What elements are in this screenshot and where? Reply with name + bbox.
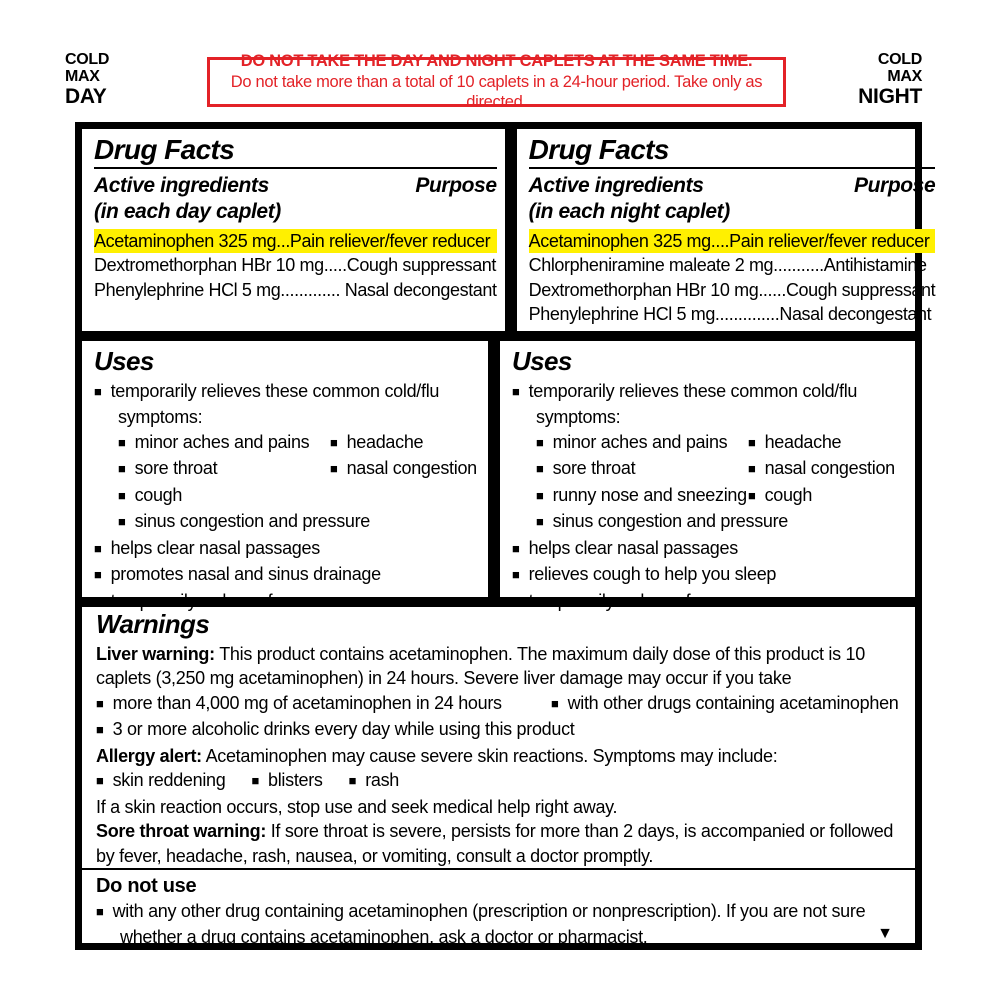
allergy-bullets-row [96,768,901,795]
drug-facts-title-night: Drug Facts [528,134,669,165]
purpose-heading: Purpose [415,174,497,198]
uses-bullet-item: ■ relieves cough to help you sleep [512,562,907,589]
warning-bullet-item: ■ rash [349,768,399,795]
ingredients-header-day [94,173,497,198]
uses-bullet-item: ■ promotes nasal and sinus drainage [94,562,480,589]
active-ingredients-heading: Active ingredients [528,174,704,198]
warnings-section [82,607,915,868]
ingredient-line: Phenylephrine HCl 5 mg..............Nasal decongestant [528,304,932,325]
sore-throat-paragraph [96,819,901,868]
title-rule [529,167,936,169]
symptom-item: ■ minor aches and pains [118,430,330,457]
liver-warning-text: This product contains acetaminophen. The maximum daily dose of this product is 10 caplets (3,250 mg acetaminophen) in 24 hours. Severe liver damage may occur if you take [96,643,865,689]
red-alert-box [207,52,786,112]
drug-facts-box [75,122,936,950]
symptom-item: ■ nasal congestion [330,456,480,483]
skin-reaction-text: If a skin reaction occurs, stop use and seek medical help right away. [96,796,618,817]
symptom-item: ■ sinus congestion and pressure [536,509,907,536]
active-ingredients-heading: Active ingredients [94,174,269,198]
sore-throat-label: Sore throat warning: [96,821,267,842]
panel-divider [488,341,500,597]
brand-line: COLD [877,51,922,68]
cold-max-day-label [65,51,109,108]
night-uses-panel [500,341,915,597]
uses-title-night: Uses [512,346,572,376]
drug-facts-title-day: Drug Facts [94,134,235,165]
warning-bullet-item: ■ blisters [251,768,322,795]
symptom-item: ■ cough [748,483,907,510]
cold-max-night-label [858,51,922,108]
day-ingredients-panel [82,129,505,331]
symptom-item: ■ cough [118,483,330,510]
title-rule [94,167,497,169]
alert-line-2: Do not take more than a total of 10 caplets in a 24-hour period. Take only as directed. [230,72,763,112]
uses-title-day: Uses [94,346,154,376]
symptom-row [118,430,480,457]
symptom-item: ■ runny nose and sneezing [536,483,748,510]
symptom-item: ■ sore throat [118,456,330,483]
uses-bullet-item: ■ temporarily relieves these common cold/flu symptoms: [512,379,907,430]
symptom-row [118,483,480,510]
warning-bullet-item: ■ more than 4,000 mg of acetaminophen in 24 hours [96,691,551,718]
warning-bullet-item: ■ with other drugs containing acetaminophen [551,691,899,718]
per-caplet-note-day: (in each day caplet) [94,199,281,223]
liver-warning-label: Liver warning: [96,643,215,664]
symptom-row [536,509,907,536]
per-caplet-note-night: (in each night caplet) [528,199,730,223]
night-ingredients-panel [517,129,944,331]
symptom-item: ■ headache [330,430,480,457]
allergy-alert-paragraph [96,744,901,769]
symptom-row [536,483,907,510]
do-not-use-section [82,870,915,950]
uses-bullet-item: ■ helps clear nasal passages [94,536,480,563]
ingredients-header-night [529,173,936,198]
purpose-heading: Purpose [854,174,936,198]
allergy-alert-text: Acetaminophen may cause severe skin reactions. Symptoms may include: [205,745,778,766]
symptom-row [536,456,907,483]
ingredient-line: Acetaminophen 325 mg....Pain reliever/fever reducer [529,229,936,254]
brand-line: MAX [887,68,922,86]
ingredient-line: Acetaminophen 325 mg...Pain reliever/fever reducer [94,229,497,254]
brand-line: COLD [65,51,110,68]
symptom-grid-day [118,430,480,536]
symptom-row [118,509,480,536]
alert-line-1: DO NOT TAKE THE DAY AND NIGHT CAPLETS AT THE SAME TIME. [240,52,753,71]
symptom-item: ■ minor aches and pains [536,430,748,457]
symptom-item: ■ sinus congestion and pressure [118,509,480,536]
symptom-item: ■ sore throat [536,456,748,483]
allergy-alert-label: Allergy alert: [96,745,202,766]
section-divider-bar [82,331,915,341]
sore-throat-text: If sore throat is severe, persists for more than 2 days, is accompanied or followed by fever, headache, rash, nausea, or vomiting, consult a doctor promptly. [96,821,894,866]
symptom-grid-night [536,430,907,536]
uses-bullet-item: ■ temporarily relieves these common cold/flu symptoms: [94,379,480,430]
brand-line: MAX [65,68,100,86]
symptom-row [536,430,907,457]
ingredient-line: Phenylephrine HCl 5 mg............. Nasal decongestant [94,279,497,300]
more-content-arrow-icon: ▼ [877,925,893,943]
ingredient-line: Dextromethorphan HBr 10 mg.....Cough suppressant [94,255,497,276]
ingredient-line: Dextromethorphan HBr 10 mg......Cough suppressant [528,279,936,300]
do-not-use-bullet: ■ with any other drug containing acetaminophen (prescription or nonprescription). If you are not sure whether a drug contains acetaminophen, ask a doctor or pharmacist. [96,899,901,950]
panel-divider [505,129,517,331]
section-divider-bar [82,597,915,607]
liver-bullets-row [96,691,901,718]
brand-line: DAY [65,84,107,108]
day-uses-panel [82,341,488,597]
symptom-item: ■ nasal congestion [748,456,907,483]
warning-bullet-item: ■ 3 or more alcoholic drinks every day while using this product [96,717,901,744]
warnings-title: Warnings [96,609,210,639]
liver-warning-paragraph [96,642,901,691]
symptom-row [118,456,480,483]
do-not-use-title: Do not use [96,875,197,898]
brand-line: NIGHT [858,84,922,108]
uses-row [82,341,915,597]
ingredient-line: Chlorpheniramine maleate 2 mg...........Antihistamine [528,255,927,276]
warning-bullet-item: ■ skin reddening [96,768,225,795]
symptom-item: ■ headache [748,430,907,457]
active-ingredients-row [82,129,936,331]
uses-bullet-item: ■ helps clear nasal passages [512,536,907,563]
